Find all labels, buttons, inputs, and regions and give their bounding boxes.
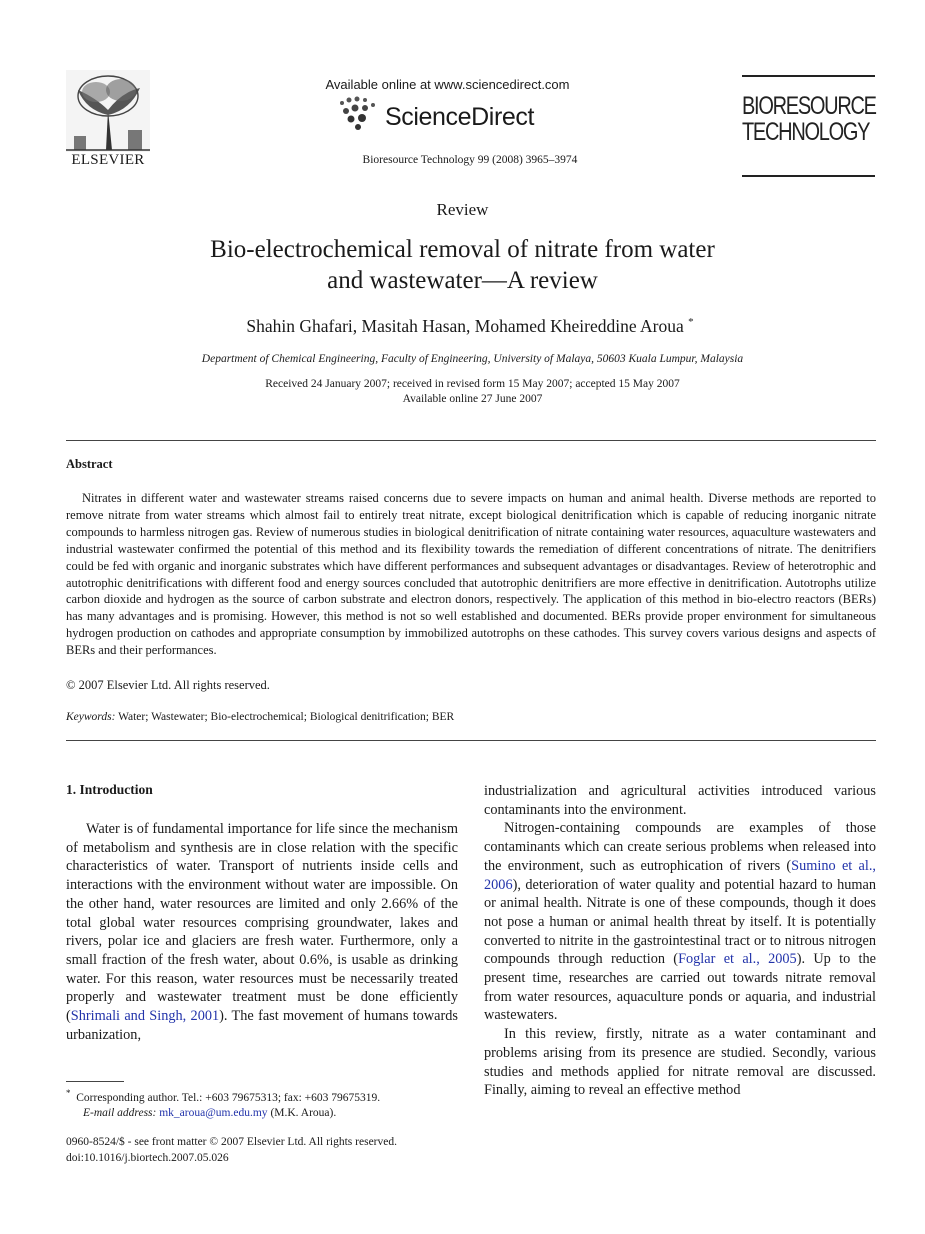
email-owner: (M.K. Aroua). [270,1107,337,1120]
journal-citation: Bioresource Technology 99 (2008) 3965–3974 [362,154,578,166]
footnote [66,1086,380,1122]
article-type: Review [436,200,489,219]
available-online-text: Available online at www.sciencedirect.com [325,77,570,92]
affiliation: Department of Chemical Engineering, Faculty of Engineering, University of Malaya, 50603 Kuala Lumpur, Malaysia [201,353,744,365]
keywords-text: Water; Wastewater; Bio-electrochemical; Biological denitrification; BER [118,711,455,723]
received-dates: Received 24 January 2007; received in revised form 15 May 2007; accepted 15 May 2007 [265,378,680,390]
footnote-email-line [66,1106,380,1122]
section-heading: 1. Introduction [66,782,153,797]
front-matter [66,1135,397,1166]
paragraph-text: Water is of fundamental importance for life since the mechanism of metabolism and synthesis are in close relation with the specific characteristics of water. Transport of nutrients inside cells and interactions with the environment without water are impossible. On the other hand, water resources are limited and only 2.66% of the total global water resources comprising groundwater, lakes and rivers, polar ice and glaciers are fresh water. Furthermore, only a small fraction of the fresh water, about 0.6%, is usable as drinking water. For this reason, water resources must be necessarily treated properly and wastewater treatment must be done efficiently ( [66,821,458,1025]
publisher-name: ELSEVIER [71,152,145,168]
footnote-rule [66,1081,124,1082]
abstract-copyright: © 2007 Elsevier Ltd. All rights reserved. [66,678,270,692]
footnote-contact: Corresponding author. Tel.: +603 79675313; fax: +603 79675319. [76,1091,381,1104]
paragraph-text: ). Up to the present time, researches are carried out towards nitrate removal from water resources, aquaculture ponds or aquaria, and industrial wastewaters. [484,951,876,1024]
paragraph-text: ), deterioration of water quality and potential hazard to human or animal health. Nitrate is one of these compounds, though it does not pose a human or animal health threat by itself. It is potentially converted to nitrite in the gastrointestinal tract or to nitrous nitrogen compounds through reduction ( [484,876,876,968]
footnote-contact-line [66,1086,380,1106]
corresponding-author-mark: * [688,316,694,329]
journal-logo-line1: BIORESOURCE [742,92,876,120]
title-line-2: and wastewater—A review [327,267,598,294]
abstract-top-rule [66,440,876,441]
abstract-heading: Abstract [66,457,113,471]
footnote-mark: * [66,1088,71,1098]
keywords [66,711,454,723]
abstract-text: Nitrates in different water and wastewater streams raised concerns due to severe impacts on human and animal health. Diverse methods are reported to remove nitrate from water streams which almost fail to entirely treat nitrate, except biological denitrification which is capable of reducing inorganic nitrate compounds to harmless nitrogen gas. Review of numerous studies in biological denitrification of nitrate containing water resources, aquaculture wastewaters and industrial wastewater confirmed the potential of this method and its flexibility towards the remediation of different concentrations of nitrate. The denitrifiers could be fed with organic and inorganic substrates which have different performances and subsequent advantages or disadvantages. Review of heterotrophic and autotrophic denitrifications with different food and energy sources concluded that autotrophic denitrifiers are more effective in denitrification. Autotrophs utilize carbon dioxide and hydrogen as the source of carbon substrate and electron donors, respectively. The application of this method in bio-electro reactors (BERs) has many advantages and is promising. However, this method is not so well established and documented. BERs provide proper environment for simultaneous hydrogen production on cathodes and appropriate consumption by immobilized autotrophs on these cathodes. This survey covers various designs and aspects of BERs and their performances. [66,491,876,658]
right-column [484,782,876,1100]
journal-logo-line2: TECHNOLOGY [742,118,870,146]
title-line-1: Bio-electrochemical removal of nitrate from water [210,236,715,263]
author-list [100,316,840,337]
sciencedirect-wordmark: ScienceDirect [385,103,535,131]
left-column [66,820,458,1044]
paragraph-text: Nitrogen-containing compounds are examples of those contaminants which can create serious problems when released into the environment, such as eutrophication of rivers ( [484,820,876,874]
citation-link-shrimali[interactable]: Shrimali and Singh, 2001 [70,1008,220,1025]
intro-paragraph-1-continued: industrialization and agricultural activities introduced various contaminants into the environment. [484,783,876,818]
intro-paragraph-2 [484,819,876,1025]
intro-paragraph-3: In this review, firstly, nitrate as a water contaminant and problems arising from its presence are studied. Secondly, various studies and methods applied for nitrate removal are discussed. Finally, aiming to reveal an effective method [484,1026,876,1099]
sciencedirect-dots-icon [338,95,378,133]
journal-logo-bottom-rule [742,175,875,177]
intro-paragraph-1 [66,820,458,1044]
doi-line: doi:10.1016/j.biortech.2007.05.026 [66,1151,229,1164]
article-dates [100,377,845,407]
article-title [150,234,775,296]
author-names: Shahin Ghafari, Masitah Hasan, Mohamed Kheireddine Aroua [246,316,684,336]
online-date: Available online 27 June 2007 [402,393,543,405]
paragraph-text: ). The fast movement of humans towards urbanization, [66,1008,458,1043]
journal-logo [742,92,876,146]
keywords-label: Keywords: [66,711,116,723]
issn-line: 0960-8524/$ - see front matter © 2007 Elsevier Ltd. All rights reserved. [66,1136,397,1148]
abstract-bottom-rule [66,740,876,741]
citation-link-foglar[interactable]: Foglar et al., 2005 [678,951,797,968]
journal-logo-top-rule [742,75,875,77]
email-link[interactable]: mk_aroua@um.edu.my [159,1107,268,1120]
citation-link-sumino[interactable]: Sumino et al., 2006 [484,857,877,893]
email-label: E-mail address: [83,1107,157,1120]
